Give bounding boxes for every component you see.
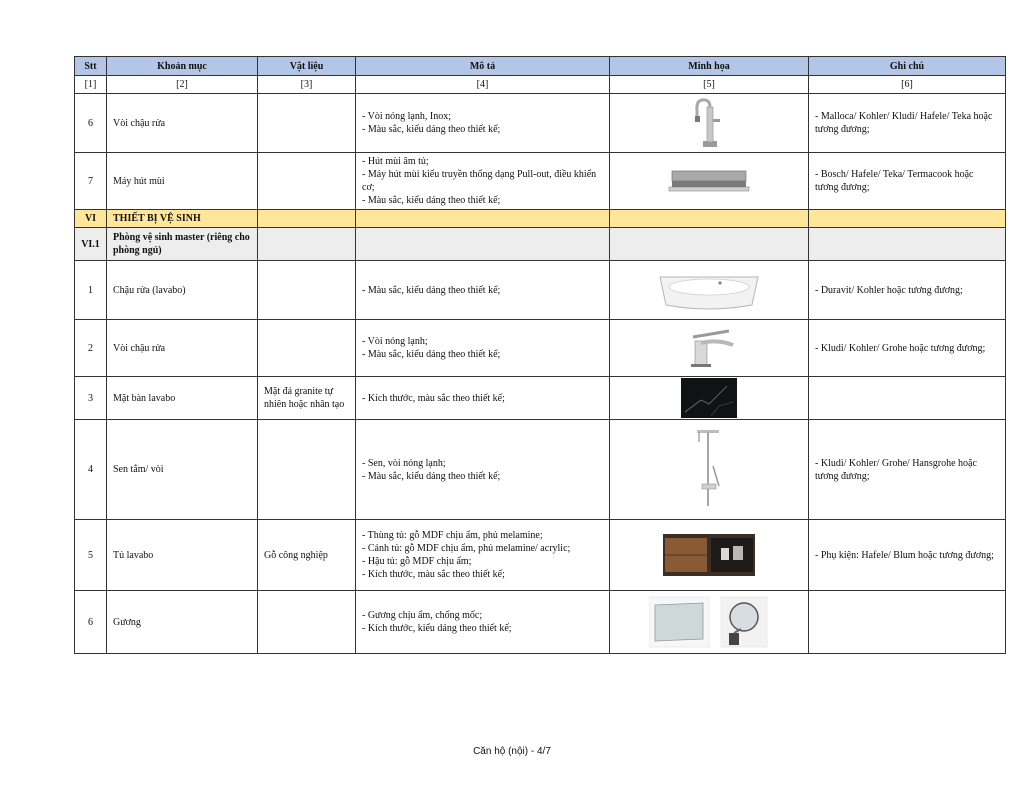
row-illustration [610, 320, 809, 377]
header-note: Ghi chú [809, 57, 1006, 76]
table-row [75, 94, 1006, 153]
col-number: [2] [107, 76, 258, 94]
row-stt: 7 [75, 153, 107, 210]
col-number: [4] [356, 76, 610, 94]
row-material: Gỗ công nghiệp [258, 520, 356, 591]
table-row [75, 377, 1006, 420]
row-item: Vòi chậu rửa [107, 320, 258, 377]
subsection-row [75, 228, 1006, 261]
row-note: - Duravit/ Kohler hoặc tương đương; [809, 261, 1006, 320]
description-line: - Kích thước, kiểu dáng theo thiết kế; [362, 623, 512, 634]
row-item: Chậu rửa (lavabo) [107, 261, 258, 320]
vanity-cabinet-image [663, 534, 755, 576]
row-stt: 3 [75, 377, 107, 420]
table-row [75, 261, 1006, 320]
row-illustration [610, 377, 809, 420]
row-stt: 6 [75, 94, 107, 153]
row-material [258, 591, 356, 654]
description-line: - Sen, vòi nóng lạnh; [362, 457, 446, 469]
header-item: Khoản mục [107, 57, 258, 76]
row-description [356, 591, 610, 654]
row-stt: 2 [75, 320, 107, 377]
mirror-image [649, 595, 769, 649]
description-line: - Hậu tủ: gỗ MDF chịu ẩm; [362, 556, 472, 567]
row-material [258, 153, 356, 210]
row-description [356, 377, 610, 420]
description-line: - Cánh tủ: gỗ MDF chịu ẩm, phủ melamine/ acrylic; [362, 543, 571, 554]
row-illustration [610, 520, 809, 591]
description-line: - Màu sắc, kiểu dáng theo thiết kế; [362, 124, 501, 135]
column-number-row [75, 76, 1006, 94]
row-stt: 5 [75, 520, 107, 591]
row-item: Gương [107, 591, 258, 654]
row-material: Mặt đá granite tự nhiên hoặc nhân tạo [258, 377, 356, 420]
row-item: Mặt bàn lavabo [107, 377, 258, 420]
row-illustration [610, 420, 809, 520]
row-description [356, 420, 610, 520]
row-stt: 6 [75, 591, 107, 654]
row-stt: 1 [75, 261, 107, 320]
table-header-row [75, 57, 1006, 76]
row-note [809, 377, 1006, 420]
header-description: Mô tả [356, 57, 610, 76]
row-material [258, 261, 356, 320]
description-line: - Vòi nóng lạnh, Inox; [362, 111, 451, 122]
table-row [75, 320, 1006, 377]
basin-faucet-image [677, 327, 741, 369]
shower-set-image [689, 426, 729, 514]
description-line: - Kích thước, màu sắc theo thiết kế; [362, 569, 505, 580]
table-row [75, 520, 1006, 591]
header-material: Vật liệu [258, 57, 356, 76]
row-note: - Phụ kiện: Hafele/ Blum hoặc tương đương; [809, 520, 1006, 591]
col-number: [6] [809, 76, 1006, 94]
subsection-stt: VI.1 [75, 228, 107, 261]
row-stt: 4 [75, 420, 107, 520]
row-material [258, 320, 356, 377]
col-number: [1] [75, 76, 107, 94]
description-line: - Gương chịu ẩm, chống mốc; [362, 610, 483, 621]
row-description [356, 153, 610, 210]
row-description [356, 320, 610, 377]
row-note [809, 591, 1006, 654]
table-row [75, 420, 1006, 520]
row-description [356, 520, 610, 591]
description-line: - Màu sắc, kiểu dáng theo thiết kế; [362, 284, 501, 296]
col-number: [3] [258, 76, 356, 94]
col-number: [5] [610, 76, 809, 94]
description-line: - Màu sắc, kiểu dáng theo thiết kế; [362, 195, 501, 206]
section-title: THIẾT BỊ VỆ SINH [107, 210, 258, 228]
granite-swatch-image [681, 378, 737, 418]
row-description [356, 261, 610, 320]
row-item: Vòi chậu rửa [107, 94, 258, 153]
description-line: - Máy hút mùi kiểu truyền thống dạng Pull-out, điều khiển cơ; [362, 169, 597, 193]
description-line: - Kích thước, màu sắc theo thiết kế; [362, 392, 505, 404]
row-illustration [610, 94, 809, 153]
row-note: - Kludi/ Kohler/ Grohe/ Hansgrohe hoặc tương đương; [809, 420, 1006, 520]
table-row [75, 591, 1006, 654]
row-illustration [610, 261, 809, 320]
washbasin-image [654, 267, 764, 313]
section-stt: VI [75, 210, 107, 228]
header-stt: Stt [75, 57, 107, 76]
kitchen-faucet-image [692, 97, 726, 149]
specification-table [74, 56, 1006, 654]
range-hood-image [668, 167, 750, 195]
page-footer: Căn hộ (nội) - 4/7 [473, 746, 551, 757]
description-line: - Màu sắc, kiểu dáng theo thiết kế; [362, 349, 501, 360]
row-note: - Malloca/ Kohler/ Kludi/ Hafele/ Teka hoặc tương đương; [809, 94, 1006, 153]
subsection-title: Phòng vệ sinh master (riêng cho phòng ngủ) [107, 228, 258, 261]
row-item: Sen tắm/ vòi [107, 420, 258, 520]
row-material [258, 420, 356, 520]
row-note: - Kludi/ Kohler/ Grohe hoặc tương đương; [809, 320, 1006, 377]
description-line: - Thùng tủ: gỗ MDF chịu ẩm, phủ melamine; [362, 530, 543, 541]
description-line: - Màu sắc, kiểu dáng theo thiết kế; [362, 470, 501, 482]
row-item: Máy hút mùi [107, 153, 258, 210]
row-item: Tủ lavabo [107, 520, 258, 591]
section-row [75, 210, 1006, 228]
header-illustration: Minh họa [610, 57, 809, 76]
description-line: - Hút mùi âm tủ; [362, 156, 429, 167]
description-line: - Vòi nóng lạnh; [362, 336, 428, 347]
row-material [258, 94, 356, 153]
row-illustration [610, 591, 809, 654]
row-description [356, 94, 610, 153]
table-row [75, 153, 1006, 210]
row-illustration [610, 153, 809, 210]
row-note: - Bosch/ Hafele/ Teka/ Termacook hoặc tương đương; [809, 153, 1006, 210]
